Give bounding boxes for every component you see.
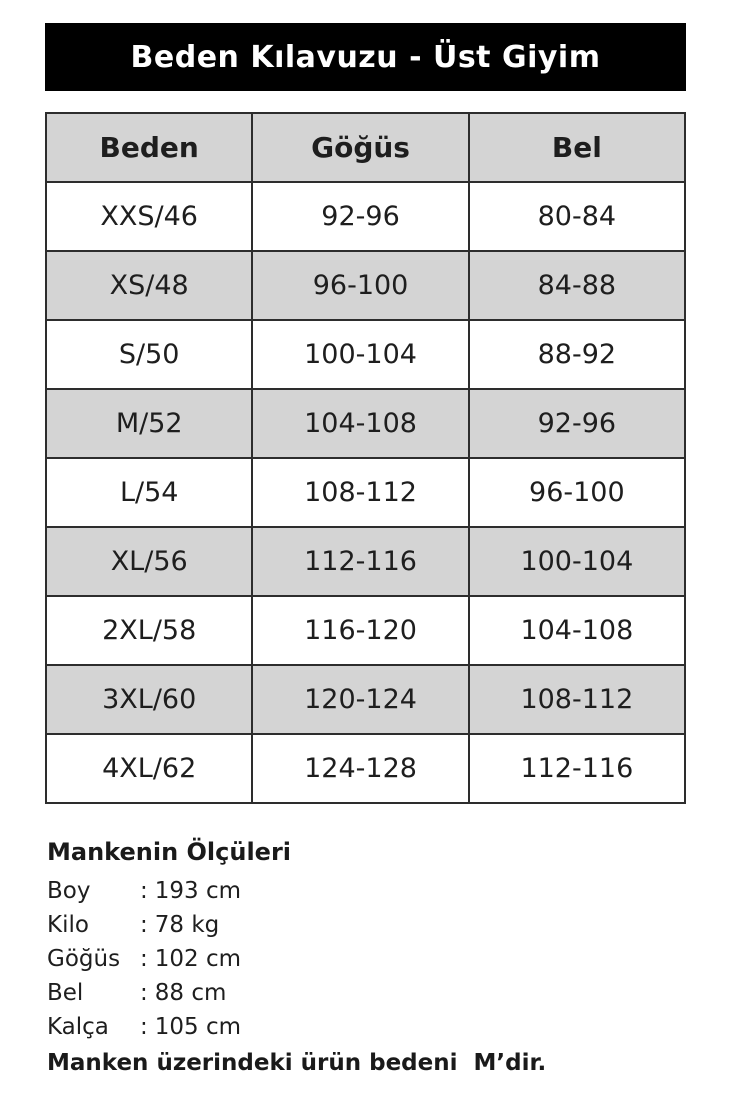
chest-cell: 104-108 — [252, 389, 468, 458]
size-cell: XS/48 — [46, 251, 252, 320]
table-row — [46, 320, 685, 389]
size-guide-content — [45, 23, 686, 1076]
measurement-value: 105 cm — [154, 1014, 242, 1040]
measurement-label: Bel — [47, 980, 84, 1006]
table-row — [46, 596, 685, 665]
measurement-value: 78 kg — [154, 912, 220, 938]
size-cell: L/54 — [46, 458, 252, 527]
size-cell: M/52 — [46, 389, 252, 458]
measurement-separator: : — [140, 1014, 148, 1040]
table-row — [46, 527, 685, 596]
measurement-separator: : — [140, 946, 148, 972]
measurement-row — [47, 982, 686, 1005]
waist-cell: 108-112 — [469, 665, 685, 734]
measurement-label: Kalça — [47, 1014, 109, 1040]
waist-cell: 80-84 — [469, 182, 685, 251]
measurement-label: Kilo — [47, 912, 89, 938]
table-row — [46, 458, 685, 527]
column-header-bel: Bel — [469, 113, 685, 182]
chest-cell: 100-104 — [252, 320, 468, 389]
chest-cell: 120-124 — [252, 665, 468, 734]
column-header-beden: Beden — [46, 113, 252, 182]
waist-cell: 84-88 — [469, 251, 685, 320]
table-row — [46, 665, 685, 734]
table-row — [46, 182, 685, 251]
chest-cell: 108-112 — [252, 458, 468, 527]
chest-cell: 112-116 — [252, 527, 468, 596]
size-table-header-row — [46, 113, 685, 182]
chest-cell: 96-100 — [252, 251, 468, 320]
waist-cell: 104-108 — [469, 596, 685, 665]
measurement-separator: : — [140, 980, 148, 1006]
waist-cell: 96-100 — [469, 458, 685, 527]
size-cell: 3XL/60 — [46, 665, 252, 734]
table-row — [46, 251, 685, 320]
column-header-gogus: Göğüs — [252, 113, 468, 182]
size-cell: 2XL/58 — [46, 596, 252, 665]
waist-cell: 100-104 — [469, 527, 685, 596]
measurement-value: 88 cm — [154, 980, 227, 1006]
chest-cell: 116-120 — [252, 596, 468, 665]
waist-cell: 92-96 — [469, 389, 685, 458]
table-row — [46, 389, 685, 458]
model-size-note: Manken üzerindeki ürün bedeni M’dir. — [47, 1050, 547, 1076]
waist-cell: 88-92 — [469, 320, 685, 389]
size-table — [45, 112, 686, 804]
measurement-label: Göğüs — [47, 946, 121, 972]
measurement-row — [47, 948, 686, 971]
measurement-separator: : — [140, 912, 148, 938]
waist-cell: 112-116 — [469, 734, 685, 803]
size-cell: S/50 — [46, 320, 252, 389]
measurement-value: 102 cm — [154, 946, 242, 972]
model-measurements-heading: Mankenin Ölçüleri — [47, 838, 292, 866]
measurement-row — [47, 914, 686, 937]
title-bar — [45, 23, 686, 91]
measurement-value: 193 cm — [154, 878, 242, 904]
chest-cell: 124-128 — [252, 734, 468, 803]
measurement-label: Boy — [47, 878, 91, 904]
size-cell: 4XL/62 — [46, 734, 252, 803]
size-cell: XXS/46 — [46, 182, 252, 251]
size-cell: XL/56 — [46, 527, 252, 596]
chest-cell: 92-96 — [252, 182, 468, 251]
model-measurements-section — [45, 838, 686, 1076]
page-title: Beden Kılavuzu - Üst Giyim — [130, 39, 601, 75]
measurement-row — [47, 1016, 686, 1039]
measurement-separator: : — [140, 878, 148, 904]
table-row — [46, 734, 685, 803]
measurement-row — [47, 880, 686, 903]
